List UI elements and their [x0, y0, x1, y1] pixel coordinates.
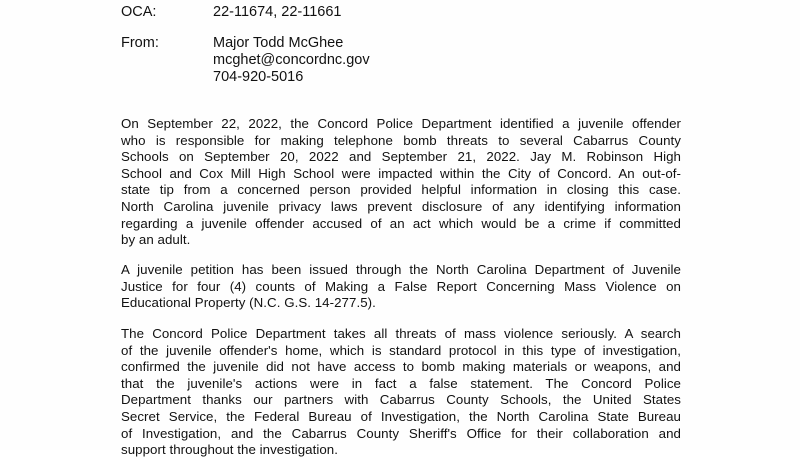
paragraph-line: that the juvenile's actions were in fact a false statement. The Concord Police	[121, 375, 681, 391]
paragraph-line: On September 22, 2022, the Concord Police Department identified a juvenile offender	[121, 116, 681, 131]
from-email: mcghet@concordnc.gov	[213, 52, 370, 68]
from-name: Major Todd McGhee	[213, 35, 344, 51]
paragraph-2	[121, 262, 681, 312]
paragraph-line: regarding a juvenile offender accused of an act which would be a crime if committed	[121, 215, 681, 231]
paragraph-line: of the juvenile offender's home, which is standard protocol in this type of investigation,	[121, 342, 681, 358]
paragraph-line: who is responsible for making telephone bomb threats to several Cabarrus County	[121, 132, 681, 148]
from-contact	[213, 35, 370, 86]
paragraph-line: of Investigation, and the Cabarrus County Sheriff's Office for their collaboration and	[121, 425, 681, 441]
paragraph-line: by an adult.	[121, 232, 191, 248]
paragraph-line: Justice for four (4) counts of Making a False Report Concerning Mass Violence on	[121, 278, 681, 294]
paragraph-line: School and Cox Mill High School were impacted within the City of Concord. An out-of-	[121, 165, 681, 181]
paragraph-3	[121, 326, 681, 459]
from-phone: 704-920-5016	[213, 69, 304, 85]
paragraph-line: Department thanks our partners with Cabarrus County Schools, the United States	[121, 392, 681, 408]
paragraph-line: North Carolina juvenile privacy laws prevent disclosure of any identifying information	[121, 198, 681, 214]
paragraph-line: Schools on September 20, 2022 and September 21, 2022. Jay M. Robinson High	[121, 149, 681, 165]
paragraph-line: support throughout the investigation.	[121, 442, 338, 458]
paragraph-line: Secret Service, the Federal Bureau of Investigation, the North Carolina State Bureau	[121, 408, 681, 424]
paragraph-line: state tip from a concerned person provided helpful information in closing this case.	[121, 182, 681, 198]
oca-value: 22-11674, 22-11661	[213, 4, 342, 20]
paragraph-1	[121, 116, 681, 249]
paragraph-line: confirmed the juvenile did not have access to bomb making materials or weapons, and	[121, 359, 681, 375]
oca-label: OCA:	[121, 4, 157, 20]
paragraph-line: Educational Property (N.C. G.S. 14-277.5).	[121, 295, 376, 311]
from-label: From:	[121, 35, 159, 51]
paragraph-line: A juvenile petition has been issued through the North Carolina Department of Juvenile	[121, 262, 681, 277]
paragraph-line: The Concord Police Department takes all threats of mass violence seriously. A search	[121, 326, 681, 341]
